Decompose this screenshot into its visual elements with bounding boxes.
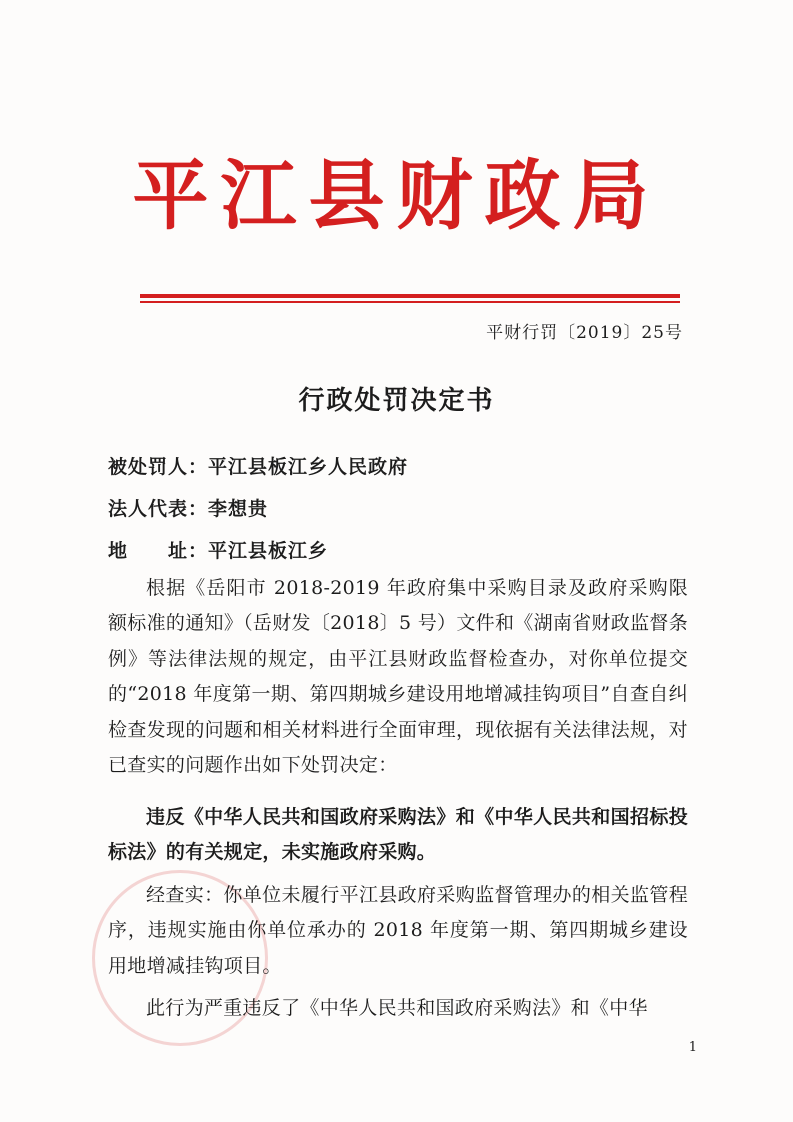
document-header: 平江县财政局 xyxy=(132,151,661,240)
document-title: 行政处罚决定书 xyxy=(298,386,495,416)
paragraph-conclusion xyxy=(108,991,688,1026)
field-value: 李想贵 xyxy=(208,498,269,520)
page-number: 1 xyxy=(688,1040,697,1055)
field-value: 平江县板江乡 xyxy=(208,540,329,562)
field-penalized-party xyxy=(108,452,408,479)
field-label: 被处罚人： xyxy=(108,456,209,478)
field-label: 地 址： xyxy=(108,540,209,562)
field-address xyxy=(108,536,328,563)
paragraph-text: 根据《岳阳市 2018-2019 年政府集中采购目录及政府采购限额标准的通知》（岳财发〔2018〕5 号）文件和《湖南省财政监督条例》等法律法规的规定，由平江县财政监督检查办，对你单位提交的“2018 年度第一期、第四期城乡建设用地增减挂钩项目”自查自纠检查发现的问题和相关材料进行全面审理，现依据有关法律法规，对已查实的问题作出如下处罚决定： xyxy=(108,577,688,777)
header-rule-thick xyxy=(140,294,680,298)
paragraph-violation xyxy=(108,800,688,871)
document-number: 平财行罚〔2019〕25号 xyxy=(486,323,683,343)
paragraph-text: 违反《中华人民共和国政府采购法》和《中华人民共和国招标投标法》的有关规定，未实施政府采购。 xyxy=(108,806,688,864)
paragraph-text: 经查实：你单位未履行平江县政府采购监督管理办的相关监管程序，违规实施由你单位承办的 2018 年度第一期、第四期城乡建设用地增减挂钩项目。 xyxy=(108,884,688,977)
field-label: 法人代表： xyxy=(108,498,209,520)
field-value: 平江县板江乡人民政府 xyxy=(208,456,409,478)
header-rule-thin xyxy=(140,301,680,303)
field-legal-representative xyxy=(108,494,268,521)
paragraph-findings xyxy=(108,878,688,984)
paragraph-basis xyxy=(108,571,688,783)
paragraph-text: 此行为严重违反了《中华人民共和国政府采购法》和《中华 xyxy=(146,997,648,1019)
